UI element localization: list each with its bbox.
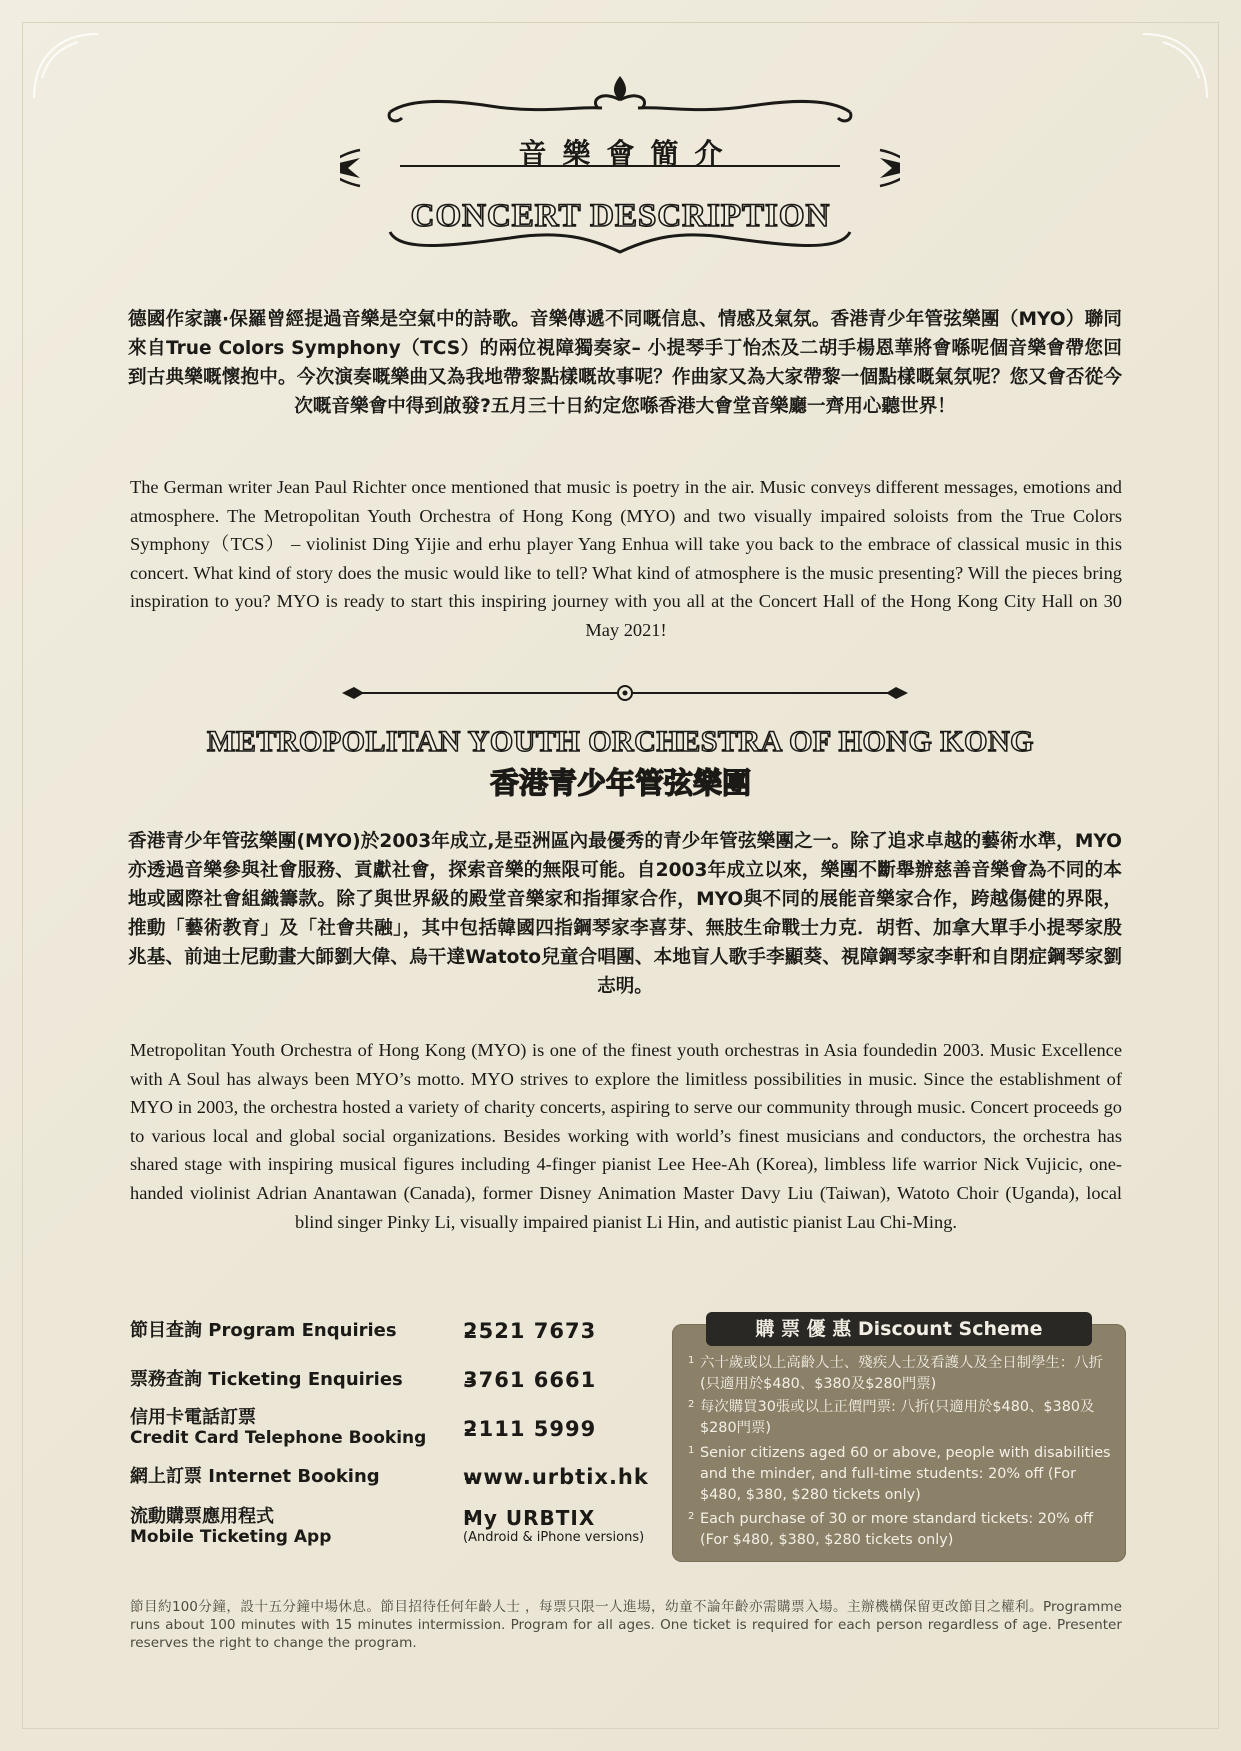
orchestra-title-english: METROPOLITAN YOUTH ORCHESTRA OF HONG KONG bbox=[207, 725, 1034, 758]
discount-item bbox=[688, 1353, 1115, 1395]
footnote-number: 2 bbox=[688, 1511, 695, 1522]
concert-description-header bbox=[0, 70, 1241, 280]
enquiry-phone[interactable]: 3761 6661 bbox=[463, 1368, 597, 1392]
title-chinese: 音樂會簡介 bbox=[518, 137, 739, 170]
internet-booking-link[interactable]: www.urbtix.hk bbox=[463, 1465, 649, 1489]
enquiry-label: 網上訂票 Internet Booking bbox=[130, 1466, 380, 1487]
discount-item-text: Senior citizens aged 60 or above, people with disabilities and the minder, and full-time students: 20% off (For $480, $380, $280 tickets only) bbox=[700, 1445, 1111, 1503]
enquiry-label-english: Credit Card Telephone Booking bbox=[130, 1428, 427, 1448]
credit-card-booking-row bbox=[130, 1407, 670, 1451]
footer-note: 節目約100分鐘，設十五分鐘中場休息。節目招待任何年齡人士 ，每票只限一人進場，幼童不論年齡亦需購票入場。主辦機構保留更改節目之權利。Programme runs about 100 minutes with 15 minutes intermission. Program for all ages. One ticket is required for each person regardless of age. Presenter reserves the right to change the program. bbox=[130, 1599, 1122, 1651]
orchestra-english-paragraph: Metropolitan Youth Orchestra of Hong Kong (MYO) is one of the finest youth orchestras in Asia foundedin 2003. Music Excellence with A Soul has always been MYO’s motto. MYO strives to explore the limitless possibilities in music. Since the establishment of MYO in 2003, the orchestra hosted a variety of charity concerts, aspiring to serve our community through music. Concert proceeds go to various local and global social organizations. Besides working with world’s finest musicians and conductors, the orchestra has shared stage with inspiring musical figures including 4-finger pianist Lee Hee-Ah (Korea), limbless life warrior Nick Vujicic, one-handed violinist Adrian Anantawan (Canada), former Disney Animation Master Davy Liu (Taiwan), Watoto Choir (Uganda), local blind singer Pinky Li, visually impaired pianist Li Hin, and autistic pianist Lau Chi-Ming. bbox=[130, 1040, 1122, 1232]
enquiry-label: 信用卡電話訂票 bbox=[130, 1407, 256, 1428]
footnote-number: 1 bbox=[688, 1445, 695, 1456]
enquiry-label: 節目查詢 Program Enquiries bbox=[130, 1320, 397, 1341]
ticketing-enquiries-row bbox=[130, 1369, 670, 1399]
enquiry-label: 流動購票應用程式 bbox=[130, 1506, 274, 1527]
discount-item-text: 六十歲或以上高齡人士、殘疾人士及看護人及全日制學生：八折(只適用於$480、$380及$280門票) bbox=[700, 1355, 1103, 1392]
discount-scheme-title: 購 票 優 惠 Discount Scheme bbox=[706, 1312, 1092, 1346]
mobile-app-name[interactable]: My URBTIX bbox=[463, 1506, 596, 1530]
program-enquiries-row bbox=[130, 1320, 670, 1350]
footnote-number: 2 bbox=[688, 1399, 695, 1410]
discount-item-text: 每次購買30張或以上正價門票: 八折(只適用於$480、$380及$280門票) bbox=[700, 1399, 1095, 1436]
intro-english-paragraph: The German writer Jean Paul Richter once mentioned that music is poetry in the air. Music conveys different messages, emotions and atmosphere. The Metropolitan Youth Orchestra of Hong Kong (MYO) and two visually impaired soloists from the True Colors Symphony（TCS） – violinist Ding Yijie and erhu player Yang Enhua will take you back to the embrace of classical music in this concert. What kind of story does the music would like to tell? What kind of atmosphere is the music presenting? Will the pieces bring inspiration to you? MYO is ready to start this inspiring journey with you all at the Concert Hall of the Hong Kong City Hall on 30 May 2021! bbox=[130, 477, 1122, 640]
internet-booking-row bbox=[130, 1466, 670, 1496]
orchestra-chinese-paragraph: 香港青少年管弦樂團(MYO)於2003年成立,是亞洲區內最優秀的青少年管弦樂團之一。除了追求卓越的藝術水準，MYO亦透過音樂參與社會服務、貢獻社會，探索音樂的無限可能。自2003年成立以來，樂團不斷舉辦慈善音樂會為不同的本地或國際社會組織籌款。除了與世界級的殿堂音樂家和指揮家合作，MYO與不同的展能音樂家合作，跨越傷健的界限，推動「藝術教育」及「社會共融」，其中包括韓國四指鋼琴家李喜芽、無肢生命戰士力克．胡哲、加拿大單手小提琴家殷兆基、前迪士尼動畫大師劉大偉、烏干達Watoto兒童合唱團、本地盲人歌手李顯葵、視障鋼琴家李軒和自閉症鋼琴家劉志明。 bbox=[128, 831, 1122, 997]
intro-chinese-paragraph: 德國作家讓·保羅曾經提過音樂是空氣中的詩歌。音樂傳遞不同嘅信息、情感及氣氛。香港青少年管弦樂團（MYO）聯同來自True Colors Symphony（TCS）的兩位視障獨奏家– 小提琴手丁怡杰及二胡手楊恩華將會喺呢個音樂會帶您回到古典樂嘅懷抱中。今次演奏嘅樂曲又為我地帶黎點樣嘅故事呢？作曲家又為大家帶黎一個點樣嘅氣氛呢？您又會否從今次嘅音樂會中得到啟發?五月三十日約定您喺香港大會堂音樂廳一齊用心聽世界！ bbox=[128, 309, 1122, 417]
discount-item bbox=[688, 1443, 1115, 1506]
discount-item bbox=[688, 1397, 1115, 1439]
section-divider-icon bbox=[340, 681, 910, 705]
title-english: CONCERT DESCRIPTION bbox=[410, 198, 831, 234]
discount-item bbox=[688, 1509, 1115, 1551]
discount-item-text: Each purchase of 30 or more standard tickets: 20% off (For $480, $380, $280 tickets only) bbox=[700, 1511, 1094, 1548]
enquiry-phone[interactable]: 2111 5999 bbox=[463, 1417, 597, 1441]
footnote-number: 1 bbox=[688, 1355, 695, 1366]
enquiry-label: 票務查詢 Ticketing Enquiries bbox=[130, 1369, 403, 1390]
mobile-app-platforms: (Android & iPhone versions) bbox=[463, 1530, 645, 1545]
enquiry-label-english: Mobile Ticketing App bbox=[130, 1527, 332, 1547]
header-ornament-icon bbox=[340, 70, 900, 280]
orchestra-title-chinese: 香港青少年管弦樂團 bbox=[489, 766, 751, 800]
mobile-app-row bbox=[130, 1506, 670, 1554]
enquiry-phone[interactable]: 2521 7673 bbox=[463, 1319, 597, 1343]
